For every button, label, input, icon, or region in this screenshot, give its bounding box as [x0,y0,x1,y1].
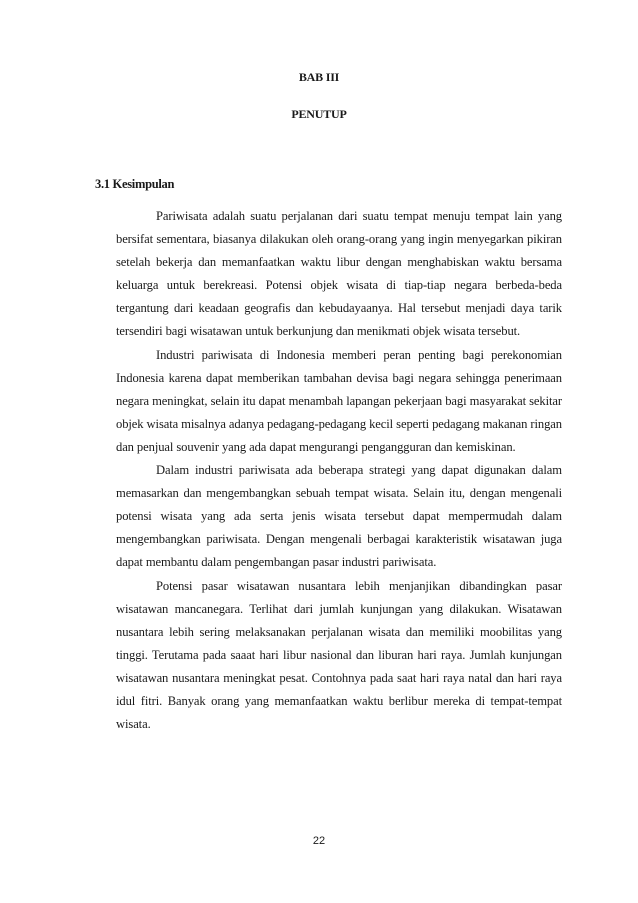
section-heading: 3.1 Kesimpulan [95,177,175,191]
paragraph-1: Pariwisata adalah suatu perjalanan dari suatu tempat menuju tempat lain yang bersifat sementara, biasanya dilakukan oleh orang-orang yang ingin menyegarkan pikiran setelah bekerja dan memanfaatkan waktu libur dengan menghabiskan waktu bersama keluarga untuk berekreasi. Potensi objek wisata di tiap-tiap negara berbeda-beda tergantung dari keadaan geografis dan kebudayaanya. Hal tersebut menjadi daya tarik tersendiri bagi wisatawan untuk berkunjung dan menikmati objek wisata tersebut. [116,209,562,339]
paragraph-3: Dalam industri pariwisata ada beberapa strategi yang dapat digunakan dalam memasarkan dan mengembangkan sebuah tempat wisata. Selain itu, dengan mengenali potensi wisata yang ada serta jenis wisata tersebut dapat mempermudah dalam mengembangkan pariwisata. Dengan mengenali berbagai karakteristik wisatawan juga dapat membantu dalam pengembangan pasar industri pariwisata. [116,463,562,570]
page-number: 22 [312,835,326,847]
chapter-title: PENUTUP [291,107,347,121]
chapter-heading: BAB III [298,70,340,84]
paragraph-4: Potensi pasar wisatawan nusantara lebih menjanjikan dibandingkan pasar wisatawan mancanegara. Terlihat dari jumlah kunjungan yang dilakukan. Wisatawan nusantara lebih sering melaksanakan perjalanan wisata dan memiliki moobilitas yang tinggi. Terutama pada saaat hari libur nasional dan liburan hari raya. Jumlah kunjungan wisatawan nusantara meningkat pesat. Contohnya pada saat hari raya natal dan hari raya idul fitri. Banyak orang yang memanfaatkan waktu berlibur mereka di tempat-tempat wisata. [116,578,562,732]
body-text [116,205,562,736]
paragraph-2: Industri pariwisata di Indonesia memberi peran penting bagi perekonomian Indonesia karena dapat memberikan tambahan devisa bagi negara sehingga penerimaan negara meningkat, selain itu dapat menambah lapangan pekerjaan bagi masyarakat sekitar objek wisata misalnya adanya pedagang-pedagang kecil seperti pedagang makanan ringan dan penjual souvenir yang ada dapat mengurangi pengangguran dan kemiskinan. [116,347,562,454]
